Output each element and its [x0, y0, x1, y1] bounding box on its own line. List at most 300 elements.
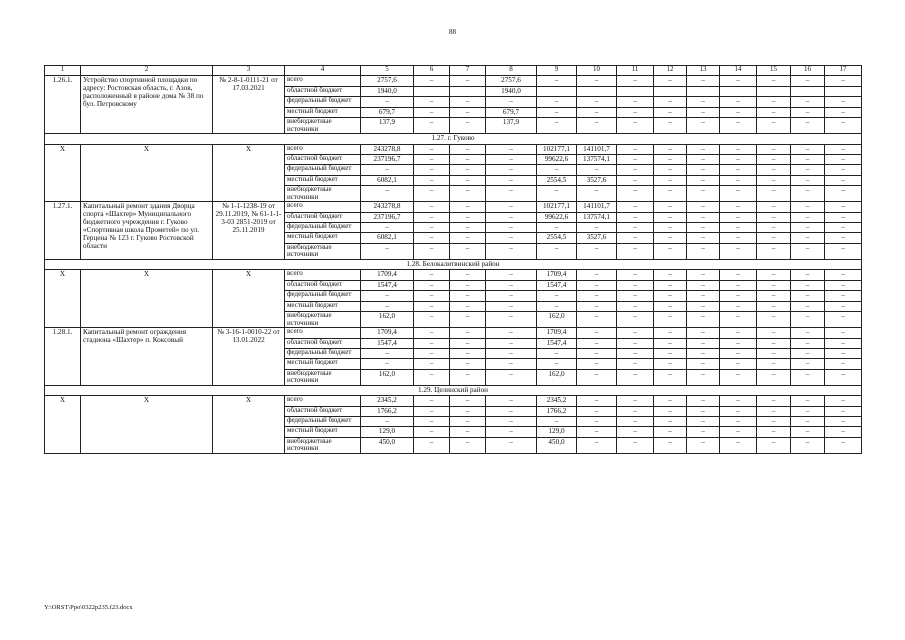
value-cell: –: [757, 328, 791, 338]
value-cell: –: [617, 417, 654, 427]
value-cell: –: [791, 223, 825, 233]
value-cell: –: [617, 186, 654, 202]
value-cell: –: [486, 311, 537, 327]
value-cell: –: [486, 291, 537, 301]
value-cell: –: [687, 369, 720, 385]
value-cell: –: [617, 338, 654, 348]
value-cell: –: [757, 233, 791, 243]
value-cell: –: [450, 223, 486, 233]
value-cell: –: [414, 396, 450, 406]
value-cell: –: [654, 359, 687, 369]
column-number-cell: 1: [45, 66, 81, 76]
value-cell: –: [654, 175, 687, 185]
value-cell: –: [617, 233, 654, 243]
value-cell: –: [687, 107, 720, 117]
value-cell: 129,0: [361, 427, 414, 437]
column-number-cell: 4: [285, 66, 361, 76]
value-cell: [757, 86, 791, 96]
value-cell: –: [825, 328, 862, 338]
column-number-cell: 11: [617, 66, 654, 76]
value-cell: –: [720, 280, 757, 290]
value-cell: –: [791, 154, 825, 164]
value-cell: –: [720, 437, 757, 453]
value-cell: –: [720, 417, 757, 427]
value-cell: –: [617, 396, 654, 406]
object-number-cell: 1.28.1.: [45, 328, 81, 386]
funding-source-cell: федеральный бюджет: [285, 291, 361, 301]
value-cell: –: [825, 154, 862, 164]
value-cell: –: [791, 117, 825, 133]
value-cell: –: [577, 270, 617, 280]
value-cell: –: [825, 175, 862, 185]
value-cell: 137,9: [361, 117, 414, 133]
value-cell: –: [791, 212, 825, 222]
value-cell: –: [414, 175, 450, 185]
value-cell: –: [757, 117, 791, 133]
value-cell: –: [687, 311, 720, 327]
value-cell: –: [825, 186, 862, 202]
value-cell: –: [825, 223, 862, 233]
value-cell: –: [577, 186, 617, 202]
value-cell: –: [825, 417, 862, 427]
value-cell: 2554,5: [537, 233, 577, 243]
value-cell: –: [720, 212, 757, 222]
value-cell: –: [687, 291, 720, 301]
value-cell: –: [486, 97, 537, 107]
funding-source-cell: областной бюджет: [285, 280, 361, 290]
value-cell: 1547,4: [537, 338, 577, 348]
value-cell: –: [577, 348, 617, 358]
value-cell: –: [450, 202, 486, 212]
value-cell: –: [654, 338, 687, 348]
value-cell: –: [757, 348, 791, 358]
value-cell: –: [825, 97, 862, 107]
column-number-cell: 5: [361, 66, 414, 76]
value-cell: –: [791, 97, 825, 107]
value-cell: 1547,4: [361, 280, 414, 290]
value-cell: –: [687, 186, 720, 202]
value-cell: –: [577, 97, 617, 107]
value-cell: –: [617, 165, 654, 175]
section-header-row: [45, 134, 862, 144]
footer-file-path: Y:\ORST\Ppo\0322p235.f23.docx: [44, 604, 133, 611]
document-number-cell: № 2-8-1-0111-21 от 17.03.2021: [213, 76, 285, 134]
value-cell: –: [654, 406, 687, 416]
value-cell: –: [486, 223, 537, 233]
value-cell: –: [577, 301, 617, 311]
funding-source-cell: внебюджетные источники: [285, 311, 361, 327]
value-cell: –: [720, 270, 757, 280]
value-cell: –: [720, 328, 757, 338]
funding-source-cell: федеральный бюджет: [285, 348, 361, 358]
funding-source-cell: местный бюджет: [285, 107, 361, 117]
value-cell: –: [617, 437, 654, 453]
value-cell: –: [720, 144, 757, 154]
section-title: 1.27. г. Гуково: [45, 134, 862, 144]
value-cell: –: [791, 144, 825, 154]
value-cell: –: [486, 437, 537, 453]
value-cell: –: [577, 165, 617, 175]
funding-source-cell: всего: [285, 328, 361, 338]
value-cell: –: [414, 359, 450, 369]
value-cell: –: [414, 165, 450, 175]
value-cell: –: [654, 212, 687, 222]
value-cell: –: [577, 76, 617, 86]
value-cell: –: [825, 396, 862, 406]
value-cell: –: [757, 202, 791, 212]
funding-source-cell: внебюджетные источники: [285, 243, 361, 259]
column-number-cell: 12: [654, 66, 687, 76]
value-cell: –: [654, 117, 687, 133]
value-cell: –: [720, 175, 757, 185]
value-cell: –: [537, 117, 577, 133]
value-cell: –: [720, 359, 757, 369]
value-cell: –: [577, 338, 617, 348]
value-cell: 1940,0: [361, 86, 414, 96]
value-cell: 162,0: [537, 311, 577, 327]
document-number-cell: Х: [213, 270, 285, 328]
value-cell: –: [537, 301, 577, 311]
value-cell: –: [654, 97, 687, 107]
value-cell: –: [450, 233, 486, 243]
value-cell: –: [577, 359, 617, 369]
value-cell: –: [791, 76, 825, 86]
value-cell: –: [450, 396, 486, 406]
funding-source-cell: областной бюджет: [285, 338, 361, 348]
table-body: [45, 66, 862, 454]
value-cell: 6082,1: [361, 175, 414, 185]
value-cell: –: [654, 328, 687, 338]
value-cell: –: [450, 212, 486, 222]
value-cell: –: [687, 270, 720, 280]
funding-source-cell: всего: [285, 76, 361, 86]
value-cell: –: [720, 369, 757, 385]
value-cell: –: [577, 328, 617, 338]
value-cell: –: [486, 144, 537, 154]
value-cell: –: [654, 233, 687, 243]
value-cell: –: [414, 338, 450, 348]
value-cell: –: [414, 97, 450, 107]
funding-source-cell: внебюджетные источники: [285, 437, 361, 453]
value-cell: 2345,2: [361, 396, 414, 406]
funding-source-cell: местный бюджет: [285, 427, 361, 437]
column-number-cell: 14: [720, 66, 757, 76]
value-cell: –: [537, 107, 577, 117]
value-cell: –: [687, 406, 720, 416]
value-cell: [450, 86, 486, 96]
value-cell: –: [450, 186, 486, 202]
value-cell: –: [486, 212, 537, 222]
value-cell: 1709,4: [361, 270, 414, 280]
value-cell: –: [791, 427, 825, 437]
value-cell: –: [757, 359, 791, 369]
section-header-row: [45, 385, 862, 395]
value-cell: –: [687, 437, 720, 453]
value-cell: –: [654, 396, 687, 406]
value-cell: 137,9: [486, 117, 537, 133]
value-cell: –: [537, 291, 577, 301]
value-cell: –: [757, 311, 791, 327]
value-cell: –: [537, 348, 577, 358]
value-cell: 237196,7: [361, 212, 414, 222]
value-cell: –: [654, 144, 687, 154]
value-cell: 6082,1: [361, 233, 414, 243]
value-cell: –: [577, 223, 617, 233]
table-row: [45, 270, 862, 280]
value-cell: –: [617, 175, 654, 185]
value-cell: –: [687, 427, 720, 437]
value-cell: –: [486, 154, 537, 164]
value-cell: –: [757, 175, 791, 185]
funding-source-cell: местный бюджет: [285, 175, 361, 185]
value-cell: 137574,1: [577, 212, 617, 222]
value-cell: 679,7: [361, 107, 414, 117]
value-cell: 99622,6: [537, 154, 577, 164]
value-cell: –: [687, 212, 720, 222]
value-cell: –: [825, 202, 862, 212]
funding-source-cell: областной бюджет: [285, 154, 361, 164]
value-cell: –: [720, 186, 757, 202]
value-cell: –: [414, 301, 450, 311]
value-cell: –: [757, 270, 791, 280]
value-cell: –: [414, 280, 450, 290]
value-cell: –: [687, 280, 720, 290]
value-cell: –: [537, 243, 577, 259]
value-cell: –: [825, 359, 862, 369]
value-cell: –: [414, 328, 450, 338]
object-name-cell: Капитальный ремонт здания Дворца спорта «Шахтер» Муниципального бюджетного учреждения г. Гуково «Спортивная школа Прометей» по ул. Герцена № 123 г. Гуково Ростовской области: [81, 202, 213, 260]
value-cell: –: [720, 223, 757, 233]
value-cell: –: [687, 233, 720, 243]
value-cell: –: [654, 223, 687, 233]
value-cell: –: [577, 437, 617, 453]
value-cell: –: [617, 243, 654, 259]
value-cell: 137574,1: [577, 154, 617, 164]
value-cell: –: [687, 243, 720, 259]
table-row: [45, 144, 862, 154]
value-cell: –: [617, 76, 654, 86]
value-cell: –: [720, 117, 757, 133]
column-number-cell: 3: [213, 66, 285, 76]
column-number-cell: 7: [450, 66, 486, 76]
value-cell: –: [450, 359, 486, 369]
value-cell: [537, 86, 577, 96]
value-cell: –: [791, 359, 825, 369]
document-number-cell: № 1-1-1238-19 от 29.11.2019, № 61-1-1-3-03 2851-2019 от 25.11.2019: [213, 202, 285, 260]
section-title: 1.29. Целинский район: [45, 385, 862, 395]
value-cell: 162,0: [361, 311, 414, 327]
value-cell: –: [654, 348, 687, 358]
value-cell: 3527,6: [577, 233, 617, 243]
value-cell: –: [791, 406, 825, 416]
object-number-cell: Х: [45, 270, 81, 328]
value-cell: –: [825, 301, 862, 311]
value-cell: –: [414, 311, 450, 327]
value-cell: –: [654, 154, 687, 164]
funding-source-cell: всего: [285, 144, 361, 154]
value-cell: –: [537, 359, 577, 369]
value-cell: –: [486, 280, 537, 290]
value-cell: –: [617, 369, 654, 385]
value-cell: –: [414, 144, 450, 154]
value-cell: –: [617, 359, 654, 369]
value-cell: 679,7: [486, 107, 537, 117]
budget-table: [44, 65, 862, 454]
table-row: [45, 328, 862, 338]
column-number-cell: 17: [825, 66, 862, 76]
value-cell: –: [361, 359, 414, 369]
value-cell: –: [537, 186, 577, 202]
value-cell: –: [757, 369, 791, 385]
value-cell: –: [537, 165, 577, 175]
object-name-cell: Х: [81, 270, 213, 328]
value-cell: –: [720, 202, 757, 212]
value-cell: –: [687, 417, 720, 427]
value-cell: –: [450, 427, 486, 437]
section-header-row: [45, 260, 862, 270]
column-number-cell: 15: [757, 66, 791, 76]
value-cell: 162,0: [361, 369, 414, 385]
value-cell: –: [414, 291, 450, 301]
document-number-cell: № 3-16-1-0010-22 от 13.01.2022: [213, 328, 285, 386]
value-cell: –: [757, 406, 791, 416]
value-cell: [687, 86, 720, 96]
value-cell: –: [617, 311, 654, 327]
value-cell: –: [825, 311, 862, 327]
value-cell: –: [414, 117, 450, 133]
funding-source-cell: федеральный бюджет: [285, 223, 361, 233]
value-cell: –: [450, 243, 486, 259]
value-cell: –: [687, 165, 720, 175]
value-cell: –: [450, 175, 486, 185]
value-cell: –: [720, 243, 757, 259]
value-cell: –: [414, 348, 450, 358]
value-cell: –: [617, 154, 654, 164]
value-cell: –: [757, 97, 791, 107]
value-cell: –: [414, 107, 450, 117]
value-cell: –: [757, 144, 791, 154]
value-cell: –: [654, 369, 687, 385]
value-cell: –: [654, 291, 687, 301]
value-cell: –: [654, 202, 687, 212]
value-cell: –: [825, 280, 862, 290]
document-number-cell: Х: [213, 144, 285, 202]
value-cell: –: [486, 338, 537, 348]
value-cell: –: [486, 406, 537, 416]
value-cell: –: [825, 212, 862, 222]
value-cell: –: [450, 406, 486, 416]
value-cell: –: [617, 212, 654, 222]
value-cell: –: [687, 144, 720, 154]
value-cell: –: [450, 348, 486, 358]
value-cell: –: [450, 369, 486, 385]
value-cell: 102177,1: [537, 144, 577, 154]
value-cell: –: [791, 202, 825, 212]
value-cell: –: [654, 76, 687, 86]
object-number-cell: Х: [45, 144, 81, 202]
value-cell: –: [450, 280, 486, 290]
value-cell: –: [687, 301, 720, 311]
value-cell: –: [791, 243, 825, 259]
value-cell: –: [537, 417, 577, 427]
value-cell: –: [450, 301, 486, 311]
value-cell: –: [450, 97, 486, 107]
value-cell: –: [687, 359, 720, 369]
value-cell: –: [757, 212, 791, 222]
value-cell: –: [414, 270, 450, 280]
value-cell: –: [450, 270, 486, 280]
value-cell: –: [825, 107, 862, 117]
value-cell: –: [757, 427, 791, 437]
value-cell: –: [825, 243, 862, 259]
value-cell: –: [825, 369, 862, 385]
value-cell: –: [414, 186, 450, 202]
value-cell: 237196,7: [361, 154, 414, 164]
value-cell: –: [577, 417, 617, 427]
value-cell: –: [450, 437, 486, 453]
value-cell: –: [757, 437, 791, 453]
value-cell: 129,0: [537, 427, 577, 437]
value-cell: –: [791, 291, 825, 301]
value-cell: –: [486, 369, 537, 385]
funding-source-cell: всего: [285, 202, 361, 212]
value-cell: –: [757, 417, 791, 427]
value-cell: –: [486, 348, 537, 358]
value-cell: –: [617, 348, 654, 358]
funding-source-cell: внебюджетные источники: [285, 117, 361, 133]
value-cell: [577, 86, 617, 96]
value-cell: –: [791, 369, 825, 385]
value-cell: –: [486, 243, 537, 259]
value-cell: 102177,1: [537, 202, 577, 212]
value-cell: –: [617, 144, 654, 154]
value-cell: –: [791, 311, 825, 327]
value-cell: –: [687, 202, 720, 212]
value-cell: –: [577, 311, 617, 327]
value-cell: –: [757, 76, 791, 86]
value-cell: –: [720, 165, 757, 175]
value-cell: –: [654, 165, 687, 175]
value-cell: –: [791, 417, 825, 427]
funding-source-cell: областной бюджет: [285, 406, 361, 416]
value-cell: –: [654, 427, 687, 437]
value-cell: –: [825, 76, 862, 86]
value-cell: 2554,5: [537, 175, 577, 185]
value-cell: –: [361, 186, 414, 202]
funding-source-cell: внебюджетные источники: [285, 369, 361, 385]
value-cell: 243278,8: [361, 144, 414, 154]
value-cell: –: [791, 348, 825, 358]
object-number-cell: 1.26.1.: [45, 76, 81, 134]
value-cell: –: [617, 202, 654, 212]
value-cell: –: [450, 154, 486, 164]
value-cell: –: [720, 427, 757, 437]
value-cell: –: [654, 417, 687, 427]
value-cell: 450,0: [537, 437, 577, 453]
value-cell: –: [791, 186, 825, 202]
value-cell: –: [791, 396, 825, 406]
value-cell: –: [757, 396, 791, 406]
value-cell: –: [654, 311, 687, 327]
value-cell: –: [825, 348, 862, 358]
value-cell: [720, 86, 757, 96]
value-cell: –: [791, 107, 825, 117]
value-cell: –: [450, 328, 486, 338]
value-cell: –: [486, 396, 537, 406]
value-cell: –: [720, 233, 757, 243]
value-cell: –: [486, 165, 537, 175]
funding-source-cell: местный бюджет: [285, 301, 361, 311]
